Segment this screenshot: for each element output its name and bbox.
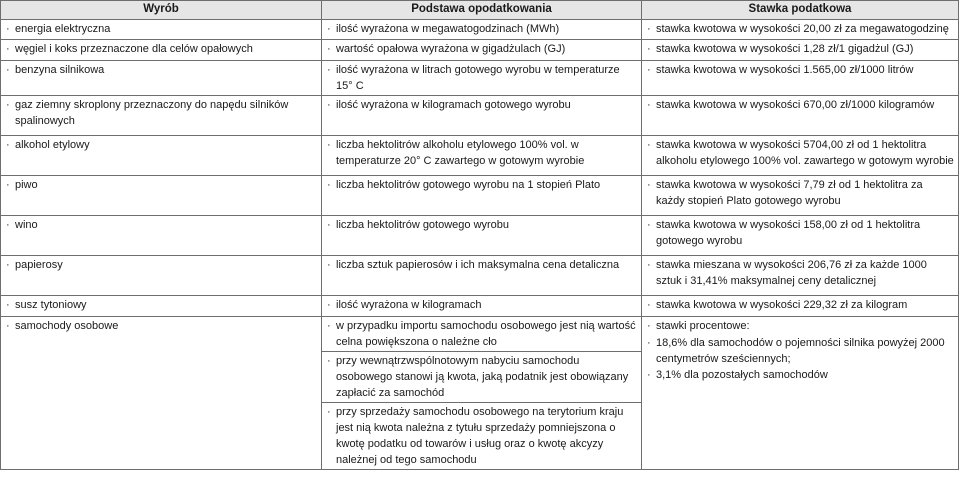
basis-cell: · liczba hektolitrów gotowego wyrobu na 1 stopień Plato	[322, 176, 641, 194]
table-row-cars	[1, 317, 959, 470]
rate-cell: · stawka kwotowa w wysokości 229,32 zł za kilogram	[642, 296, 958, 314]
header-row	[1, 1, 959, 20]
rate-cell: · stawka kwotowa w wysokości 5704,00 zł od 1 hektolitra alkoholu etylowego 100% vol. zawartego w gotowym wyrobie	[642, 136, 958, 170]
product-cell: · susz tytoniowy	[1, 296, 321, 314]
table-row	[1, 96, 959, 136]
product-cell: · węgiel i koks przeznaczone dla celów opałowych	[1, 40, 321, 58]
rate-item: · 18,6% dla samochodów o pojemności silnika powyżej 2000 centymetrów sześciennych;	[642, 335, 958, 367]
table-row	[1, 40, 959, 61]
header-basis: Podstawa opodatkowania	[322, 1, 642, 20]
product-cell: · benzyna silnikowa	[1, 61, 321, 79]
rate-item: · 3,1% dla pozostałych samochodów	[642, 367, 958, 383]
basis-cell: · liczba hektolitrów alkoholu etylowego 100% vol. w temperaturze 20° C zawartego w gotowym wyrobie	[322, 136, 641, 170]
basis-cell: · ilość wyrażona w megawatogodzinach (MWh)	[322, 20, 641, 38]
table-row	[1, 296, 959, 317]
basis-cell: · wartość opałowa wyrażona w gigadżulach (GJ)	[322, 40, 641, 58]
table-row	[1, 176, 959, 216]
rate-cell: · stawka kwotowa w wysokości 1.565,00 zł/1000 litrów	[642, 61, 958, 79]
rates-list	[642, 335, 958, 383]
basis-sub-cell: · przy wewnątrzwspólnotowym nabyciu samochodu osobowego stanowi ją kwota, jaką podatnik jest obowiązany zapłacić za samochód	[322, 351, 641, 402]
product-cell: · papierosy	[1, 256, 321, 274]
header-rate: Stawka podatkowa	[642, 1, 959, 20]
basis-cell: · ilość wyrażona w kilogramach	[322, 296, 641, 314]
rate-cell: · stawka kwotowa w wysokości 7,79 zł od 1 hektolitra za każdy stopień Plato gotowego wyrobu	[642, 176, 958, 210]
table-row	[1, 20, 959, 40]
rate-cell: · stawka mieszana w wysokości 206,76 zł za każde 1000 sztuk i 31,41% maksymalnej ceny detalicznej	[642, 256, 958, 290]
table-row	[1, 136, 959, 176]
basis-cell: · liczba sztuk papierosów i ich maksymalna cena detaliczna	[322, 256, 641, 274]
basis-sub-cell: · w przypadku importu samochodu osobowego jest nią wartość celna powiększona o należne cło	[322, 317, 641, 351]
table-row	[1, 256, 959, 296]
table-row	[1, 61, 959, 96]
basis-cell: · liczba hektolitrów gotowego wyrobu	[322, 216, 641, 234]
rate-cell: · stawka kwotowa w wysokości 158,00 zł od 1 hektolitra gotowego wyrobu	[642, 216, 958, 250]
basis-cell: · ilość wyrażona w kilogramach gotowego wyrobu	[322, 96, 641, 114]
basis-cell: · ilość wyrażona w litrach gotowego wyrobu w temperaturze 15° C	[322, 61, 641, 95]
rate-cell: · stawka kwotowa w wysokości 670,00 zł/1000 kilogramów	[642, 96, 958, 114]
rate-cell: · stawka kwotowa w wysokości 1,28 zł/1 gigadżul (GJ)	[642, 40, 958, 58]
rate-cell: · stawka kwotowa w wysokości 20,00 zł za megawatogodzinę	[642, 20, 958, 38]
product-cell: · energia elektryczna	[1, 20, 321, 38]
rates-title: · stawki procentowe:	[642, 317, 958, 335]
product-cell: · wino	[1, 216, 321, 234]
product-cell: · gaz ziemny skroplony przeznaczony do napędu silników spalinowych	[1, 96, 321, 130]
header-product: Wyrób	[1, 1, 322, 20]
product-cell: · alkohol etylowy	[1, 136, 321, 154]
basis-sub-cell: · przy sprzedaży samochodu osobowego na terytorium kraju jest nią kwota należna z tytułu sprzedaży pomniejszona o kwotę podatku od towarów i usług oraz o kwotę akcyzy należnej od tego samochodu	[322, 402, 641, 469]
product-cell: · piwo	[1, 176, 321, 194]
table-row	[1, 216, 959, 256]
product-cell: · samochody osobowe	[1, 317, 321, 335]
